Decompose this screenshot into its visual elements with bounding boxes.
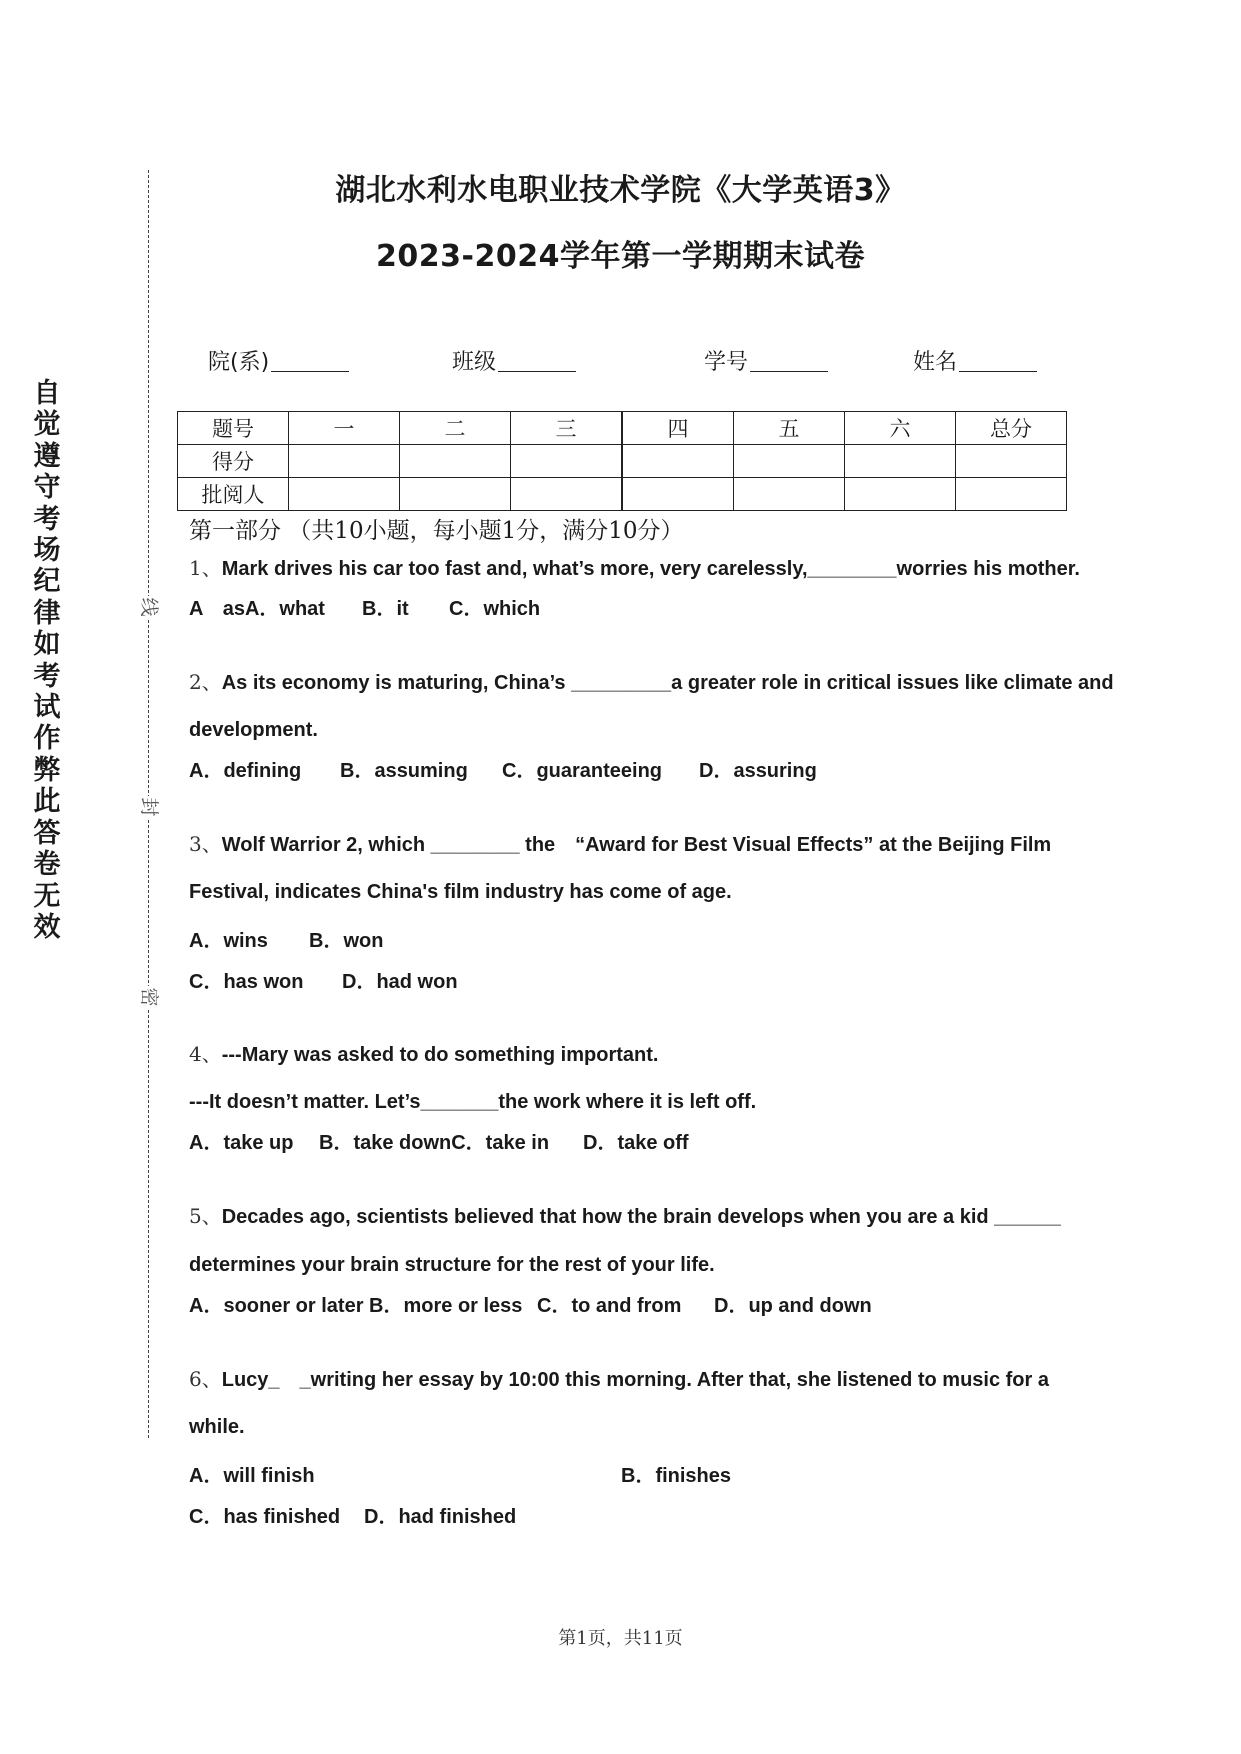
option[interactable]: C．has finished xyxy=(189,1506,341,1528)
question-2-continuation: development. xyxy=(189,719,318,741)
reviewer-cell[interactable] xyxy=(845,478,956,511)
option[interactable]: D．take off xyxy=(583,1132,689,1154)
option[interactable]: A．take up xyxy=(189,1132,294,1154)
option[interactable]: A．defining xyxy=(189,760,302,782)
option[interactable]: D．up and down xyxy=(714,1295,872,1317)
header-cell: 五 xyxy=(734,412,845,445)
option[interactable]: C．guaranteeing xyxy=(502,760,663,782)
side-notice-char: 答 xyxy=(33,817,61,849)
side-notice-char: 卷 xyxy=(33,849,61,881)
option[interactable]: B．won xyxy=(309,930,384,952)
question-number: 2、 xyxy=(189,670,222,694)
row-label-reviewer: 批阅人 xyxy=(178,478,289,511)
side-notice-char: 无 xyxy=(33,880,61,912)
side-notice-char: 考 xyxy=(33,503,61,535)
header-cell: 六 xyxy=(845,412,956,445)
option[interactable]: C．to and from xyxy=(537,1295,682,1317)
side-notice-char: 自 xyxy=(33,378,61,409)
side-notice-char: 纪 xyxy=(33,566,61,598)
header-cell: 四 xyxy=(622,412,734,445)
score-table-reviewer-row xyxy=(178,478,1067,511)
reviewer-cell[interactable] xyxy=(622,478,734,511)
option[interactable]: B．assuming xyxy=(340,760,468,782)
option[interactable]: D．had finished xyxy=(364,1506,517,1528)
reviewer-cell[interactable] xyxy=(734,478,845,511)
question-text: Lucy_ _writing her essay by 10:00 this morning. After that, she listened to music for a xyxy=(221,1369,1049,1391)
option[interactable]: B．it xyxy=(362,598,409,620)
side-notice-char: 此 xyxy=(33,786,61,818)
student-id-blank[interactable] xyxy=(750,351,828,372)
option[interactable]: D．assuring xyxy=(699,760,817,782)
header-cell: 总分 xyxy=(956,412,1067,445)
option[interactable]: A．will finish xyxy=(189,1465,315,1487)
question-text: As its economy is maturing, China’s _________a greater role in critical issues like climate and xyxy=(221,672,1114,694)
side-notice-char: 试 xyxy=(33,692,61,724)
score-table xyxy=(177,411,1067,511)
score-cell[interactable] xyxy=(956,445,1067,478)
reviewer-cell[interactable] xyxy=(956,478,1067,511)
class-blank[interactable] xyxy=(498,351,576,372)
side-notice-char: 遵 xyxy=(33,440,61,472)
question-5 xyxy=(189,1204,1061,1229)
exam-title-line2: 2023-2024学年第一学期期末试卷 xyxy=(376,239,865,274)
side-notice-char: 场 xyxy=(33,535,61,567)
department-field[interactable] xyxy=(208,345,349,376)
name-blank[interactable] xyxy=(959,351,1037,372)
question-number: 4、 xyxy=(189,1042,222,1066)
name-label: 姓名 xyxy=(913,350,958,375)
side-notice-char: 觉 xyxy=(33,409,61,441)
question-number: 1、 xyxy=(189,556,222,580)
option[interactable]: A asA．what xyxy=(189,598,325,620)
question-6 xyxy=(189,1367,1049,1392)
question-text: Wolf Warrior 2, which ________ the “Award for Best Visual Effects” at the Beijing Film xyxy=(221,834,1052,856)
option[interactable]: C．which xyxy=(449,598,541,620)
binding-mark-line: 线 xyxy=(138,597,160,617)
side-notice xyxy=(22,378,72,943)
section-heading: 第一部分 （共10小题，每小题1分，满分10分） xyxy=(189,518,684,544)
question-3-continuation: Festival, indicates China's film industry has come of age. xyxy=(189,881,732,903)
question-number: 3、 xyxy=(189,832,222,856)
question-text: ---Mary was asked to do something important. xyxy=(221,1044,659,1066)
side-notice-char: 作 xyxy=(33,723,61,755)
side-notice-char: 效 xyxy=(33,911,61,943)
student-id-label: 学号 xyxy=(704,350,749,375)
option[interactable]: A．wins xyxy=(189,930,268,952)
question-number: 6、 xyxy=(189,1367,222,1391)
question-4-continuation: ---It doesn’t matter. Let’s_______the work where it is left off. xyxy=(189,1091,757,1113)
option[interactable]: A．sooner or later B．more or less xyxy=(189,1295,523,1317)
question-4 xyxy=(189,1042,658,1067)
row-label-score: 得分 xyxy=(178,445,289,478)
reviewer-cell[interactable] xyxy=(289,478,400,511)
score-cell[interactable] xyxy=(511,445,623,478)
department-blank[interactable] xyxy=(271,351,349,372)
score-cell[interactable] xyxy=(845,445,956,478)
header-cell: 一 xyxy=(289,412,400,445)
reviewer-cell[interactable] xyxy=(400,478,511,511)
header-cell: 三 xyxy=(511,412,623,445)
binding-mark-secret: 密 xyxy=(138,987,160,1007)
question-text: Mark drives his car too fast and, what’s more, very carelessly,________worries his mother. xyxy=(221,558,1080,580)
score-cell[interactable] xyxy=(400,445,511,478)
page-number: 第1页，共11页 xyxy=(558,1628,683,1649)
option[interactable]: D．had won xyxy=(342,971,458,993)
question-text: Decades ago, scientists believed that how the brain develops when you are a kid ______ xyxy=(221,1206,1061,1228)
question-5-continuation: determines your brain structure for the rest of your life. xyxy=(189,1254,715,1276)
department-label: 院(系) xyxy=(208,350,270,375)
question-2 xyxy=(189,670,1114,695)
class-label: 班级 xyxy=(452,350,497,375)
header-cell: 二 xyxy=(400,412,511,445)
side-notice-char: 如 xyxy=(33,629,61,661)
exam-title-line1: 湖北水利水电职业技术学院《大学英语3》 xyxy=(335,173,906,208)
option[interactable]: B．take downC．take in xyxy=(319,1132,550,1154)
score-cell[interactable] xyxy=(734,445,845,478)
option[interactable]: B．finishes xyxy=(621,1465,732,1487)
question-3 xyxy=(189,832,1051,857)
class-field[interactable] xyxy=(452,345,576,376)
side-notice-char: 弊 xyxy=(33,754,61,786)
score-table-score-row xyxy=(178,445,1067,478)
side-notice-char: 考 xyxy=(33,660,61,692)
side-notice-char: 守 xyxy=(33,472,61,504)
binding-mark-seal: 封 xyxy=(138,797,160,817)
header-cell: 题号 xyxy=(178,412,289,445)
student-id-field[interactable] xyxy=(704,345,828,376)
question-1 xyxy=(189,556,1080,581)
side-notice-char: 律 xyxy=(33,597,61,629)
option[interactable]: C．has won xyxy=(189,971,304,993)
name-field[interactable] xyxy=(913,345,1037,376)
reviewer-cell[interactable] xyxy=(511,478,623,511)
question-6-continuation: while. xyxy=(189,1416,245,1438)
score-table-header-row xyxy=(178,412,1067,445)
score-cell[interactable] xyxy=(622,445,734,478)
score-cell[interactable] xyxy=(289,445,400,478)
question-number: 5、 xyxy=(189,1204,222,1228)
